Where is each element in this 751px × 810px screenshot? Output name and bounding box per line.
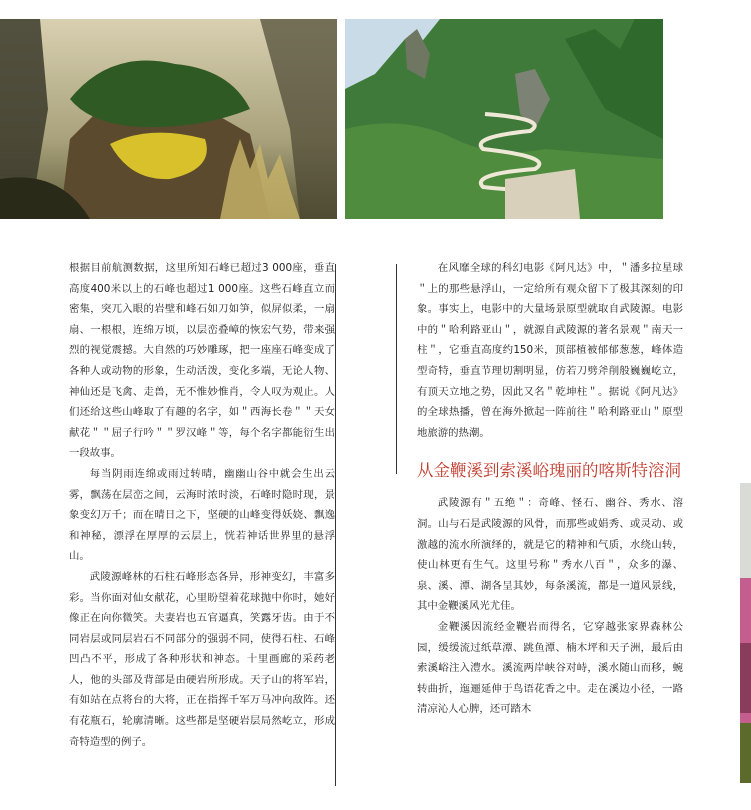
- section-heading: 从金鞭溪到索溪峪瑰丽的喀斯特溶洞: [417, 461, 681, 481]
- winding-road-photo: [345, 19, 663, 219]
- column-divider-short: [396, 264, 397, 474]
- stone-pillar-photo: [0, 19, 337, 219]
- pink-cliff-photo-edge: [740, 483, 751, 783]
- left-text-column: [69, 258, 335, 752]
- pink-cliff-illustration: [740, 483, 751, 783]
- paragraph: 每当阴雨连绵或雨过转晴，幽幽山谷中就会生出云雾，飘荡在层峦之间，云海时浓时淡，石峰时隐时现，景象变幻万千；而在晴日之下，坚硬的山峰变得妖娆、飘逸和神秘，漂浮在厚厚的云层上，恍若神话世界里的悬浮山。: [69, 467, 335, 563]
- paragraph: 金鞭溪因流经金鞭岩而得名，它穿越张家界森林公园，缓缓流过纸草潭、跳鱼潭、楠木坪和天子洲，最后由索溪峪注入澧水。溪流两岸峡谷对峙，溪水随山而移，蜿转曲折，迤逦延伸于鸟语花香之中。走在溪边小径，一路清凉沁人心脾，还可踏木: [417, 620, 683, 716]
- paragraph: 武陵源峰林的石柱石峰形态各异，形神变幻，丰富多彩。当你面对仙女献花，心里盼望着花球抛中你时，她好像正在向你微笑。夫妻岩也五官逼真，笑露牙齿。由于不同岩层或同层岩石不同部分的强弱不同，使得石柱、石峰凹凸不平，形成了各种形状和神态。十里画廊的采药老人，他的头部及背部是由硬岩所形成。天子山的将军岩，有如站在点将台的大将，正在指挥千军万马冲向敌阵。还有花瓶石，轮廓清晰。这些都是坚硬岩层局然屹立，形成奇特造型的例子。: [69, 570, 335, 748]
- column-divider: [335, 264, 336, 786]
- paragraph: 在风靡全球的科幻电影《阿凡达》中，＂潘多拉星球＂上的那些悬浮山，一定给所有观众留下了极其深刻的印象。事实上，电影中的大量场景原型就取自武陵源。电影中的＂哈利路亚山＂，就源自武陵源的著名景观＂南天一柱＂，它垂直高度约150米，顶部植被郁郁葱葱，峰体造型奇特，垂直节理切割明显，仿若刀劈斧削般巍巍屹立，有顶天立地之势，因此又名＂乾坤柱＂。据说《阿凡达》的全球热播，曾在海外掀起一阵前往＂哈利路亚山＂原型地旅游的热潮。: [417, 262, 683, 439]
- stone-pillar-illustration: [0, 19, 337, 219]
- paragraph: 武陵源有＂五绝＂：奇峰、怪石、幽谷、秀水、溶洞。山与石是武陵源的风骨，而那些或娟秀、或灵动、或激越的流水所演绎的，就是它的精神和气质，水绕山转，使山林更有生气。这里号称＂秀水八百＂，众多的瀑、泉、溪、潭、湖各呈其妙，每条溪流，都是一道风景线，其中金鞭溪风光尤佳。: [417, 497, 683, 613]
- paragraph: 根据目前航测数据，这里所知石峰已超过3 000座，垂直高度400米以上的石峰也超过1 000座。这些石峰直立而密集，突兀入眼的岩壁和峰石如刀如笋，似屏似柔，一扇扇、一根根，连绵万顷，以层峦叠嶂的恢宏气势，带来强烈的视觉震撼。大自然的巧妙雕琢，把一座座石峰变成了各种人或动物的形象，生动活泼，变化多端，无论人物、神仙还是飞禽、走兽，无不惟妙惟肖，令人叹为观止。人们还给这些山峰取了有趣的名字，如＂西海长卷＂＂天女献花＂＂屈子行吟＂＂罗汉峰＂等，每个名字都能衍生出一段故事。: [69, 262, 335, 460]
- winding-road-illustration: [345, 19, 663, 219]
- right-text-column: [417, 258, 683, 720]
